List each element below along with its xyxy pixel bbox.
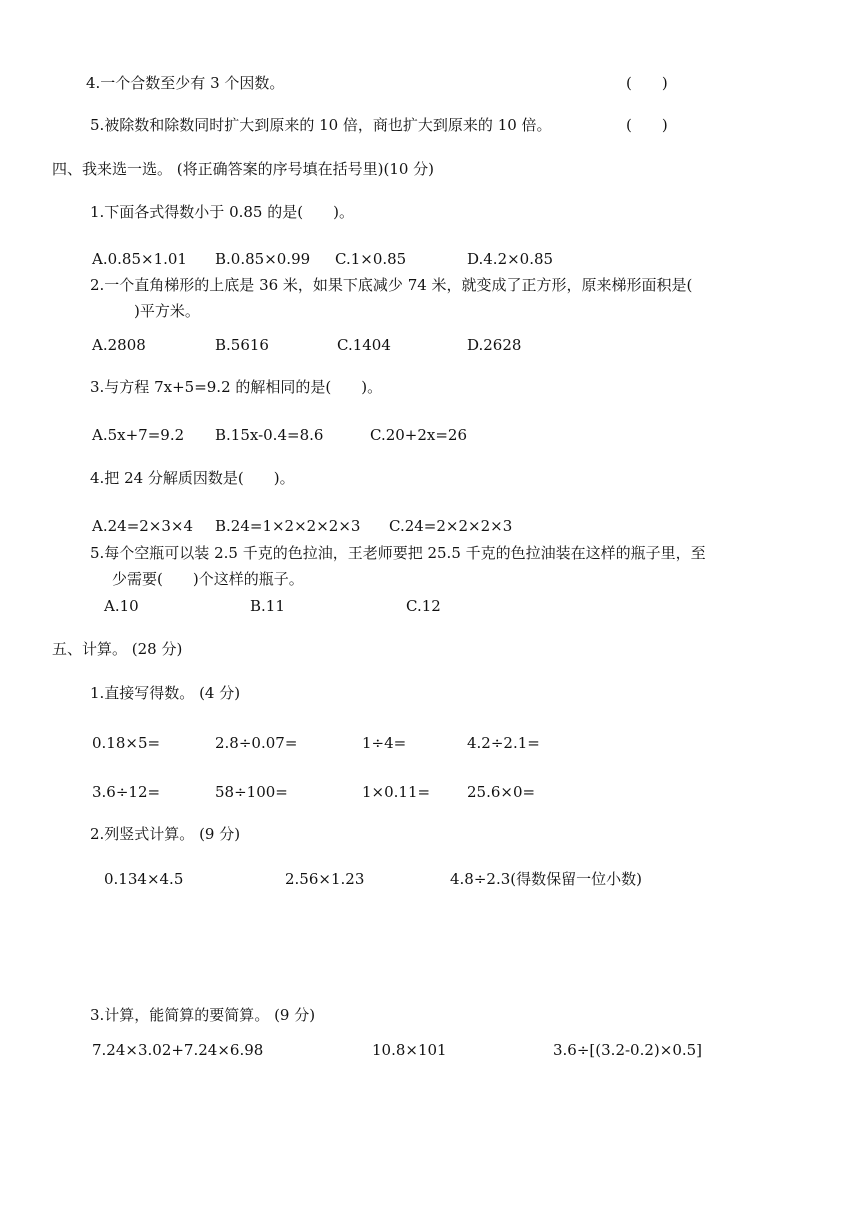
choice-q3: 3.与方程 7x+5=9.2 的解相同的是( )。 bbox=[90, 378, 383, 396]
choice-q2-option-c: C.1404 bbox=[337, 336, 391, 354]
calc-part1-item: 2.8÷0.07= bbox=[215, 734, 298, 752]
judge-q4-blank[interactable]: ( ) bbox=[626, 74, 668, 92]
choice-q2-option-d: D.2628 bbox=[467, 336, 522, 354]
choice-q4: 4.把 24 分解质因数是( )。 bbox=[90, 469, 295, 487]
choice-q4-option-c: C.24=2×2×2×3 bbox=[389, 517, 513, 535]
choice-q2-line2: )平方米。 bbox=[134, 302, 200, 320]
calc-part1-item: 25.6×0= bbox=[467, 783, 536, 801]
judge-q5-blank[interactable]: ( ) bbox=[626, 116, 668, 134]
choice-q3-option-a: A.5x+7=9.2 bbox=[92, 426, 185, 444]
choice-q3-option-b: B.15x-0.4=8.6 bbox=[215, 426, 324, 444]
choice-q5-option-b: B.11 bbox=[250, 597, 285, 615]
calc-part1-item: 3.6÷12= bbox=[92, 783, 161, 801]
calc-part1-item: 4.2÷2.1= bbox=[467, 734, 540, 752]
calc-part2-title: 2.列竖式计算。 (9 分) bbox=[90, 825, 241, 843]
choice-q5-line2: 少需要( )个这样的瓶子。 bbox=[112, 570, 304, 588]
choice-q5-option-c: C.12 bbox=[406, 597, 441, 615]
judge-q4: 4.一个合数至少有 3 个因数。 bbox=[86, 74, 285, 92]
judge-q5: 5.被除数和除数同时扩大到原来的 10 倍，商也扩大到原来的 10 倍。 bbox=[90, 116, 552, 134]
choice-q5-line1: 5.每个空瓶可以装 2.5 千克的色拉油，王老师要把 25.5 千克的色拉油装在这样的瓶子里，至 bbox=[90, 544, 706, 562]
calc-part1-title: 1.直接写得数。 (4 分) bbox=[90, 684, 241, 702]
calc-part2-item: 4.8÷2.3(得数保留一位小数) bbox=[450, 870, 642, 888]
choice-q2-option-a: A.2808 bbox=[92, 336, 146, 354]
calc-part3-item: 10.8×101 bbox=[372, 1041, 447, 1059]
calc-part2-item: 0.134×4.5 bbox=[104, 870, 184, 888]
choice-q1: 1.下面各式得数小于 0.85 的是( )。 bbox=[90, 203, 354, 221]
choice-q2-option-b: B.5616 bbox=[215, 336, 269, 354]
choice-q1-option-b: B.0.85×0.99 bbox=[215, 250, 311, 268]
calc-part1-item: 1×0.11= bbox=[362, 783, 431, 801]
calc-part1-item: 58÷100= bbox=[215, 783, 288, 801]
choice-q5-option-a: A.10 bbox=[104, 597, 139, 615]
section5-heading: 五、计算。 (28 分) bbox=[52, 640, 183, 658]
choice-q4-option-b: B.24=1×2×2×2×3 bbox=[215, 517, 361, 535]
choice-q1-option-d: D.4.2×0.85 bbox=[467, 250, 554, 268]
choice-q2-line1: 2.一个直角梯形的上底是 36 米，如果下底减少 74 米，就变成了正方形，原来梯形面积是( bbox=[90, 276, 693, 294]
choice-q4-option-a: A.24=2×3×4 bbox=[92, 517, 194, 535]
calc-part1-item: 1÷4= bbox=[362, 734, 407, 752]
calc-part1-item: 0.18×5= bbox=[92, 734, 161, 752]
calc-part3-item: 3.6÷[(3.2-0.2)×0.5] bbox=[553, 1041, 703, 1059]
section4-heading: 四、我来选一选。 (将正确答案的序号填在括号里)(10 分) bbox=[52, 160, 435, 178]
calc-part3-title: 3.计算，能简算的要简算。 (9 分) bbox=[90, 1006, 316, 1024]
choice-q3-option-c: C.20+2x=26 bbox=[370, 426, 468, 444]
calc-part3-item: 7.24×3.02+7.24×6.98 bbox=[92, 1041, 264, 1059]
choice-q1-option-a: A.0.85×1.01 bbox=[92, 250, 187, 268]
choice-q1-option-c: C.1×0.85 bbox=[335, 250, 407, 268]
calc-part2-item: 2.56×1.23 bbox=[285, 870, 365, 888]
